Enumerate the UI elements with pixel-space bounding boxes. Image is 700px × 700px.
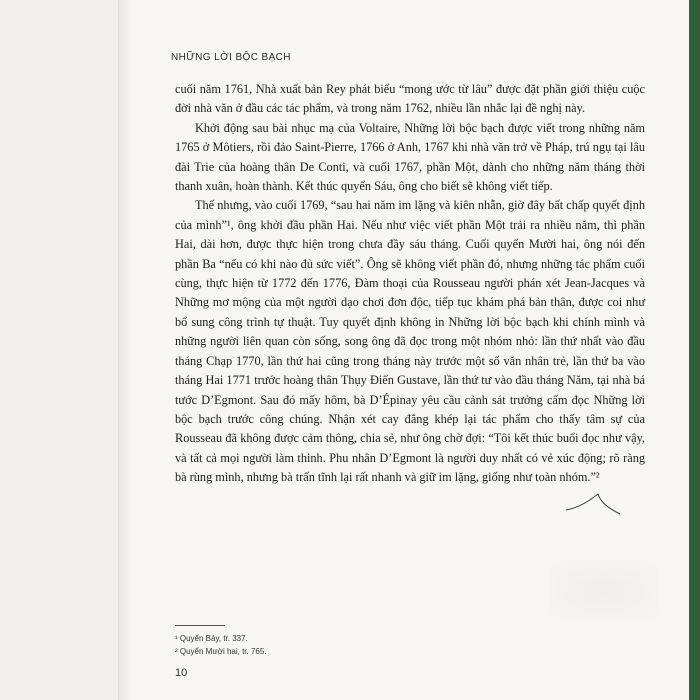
spine-shadow — [119, 0, 133, 700]
show-through — [549, 560, 659, 620]
page-number: 10 — [175, 667, 188, 679]
footnote-1: ¹ Quyển Bảy, tr. 337. — [175, 634, 248, 643]
paragraph-2: Khởi động sau bài nhục mạ của Voltaire, Những lời bộc bạch được viết trong những năm 1765 ở Môtiers, rồi đảo Saint-Pierre, 1766 ở Anh, 1767 khi nhà văn trở về Pháp, trú ngụ tại lâu đài Trie của hoàng thân De Conti, và cuối 1767, phần Một, dành cho những năm tháng thời thanh xuân, hoàn thành. Kết thúc quyển Sáu, ông cho biết sẽ không viết tiếp. — [175, 120, 645, 194]
footnote-divider — [175, 625, 225, 626]
pen-mark-icon — [564, 488, 624, 518]
footnote-2: ² Quyển Mười hai, tr. 765. — [175, 647, 267, 656]
book-page — [118, 0, 700, 700]
cover-edge — [689, 0, 700, 700]
paragraph-3: Thế nhưng, vào cuối 1769, “sau hai năm im lặng và kiên nhẫn, giờ đây bất chấp quyết định của mình”¹, ông khởi đầu phần Hai. Nếu như việc viết phần Một trải ra nhiều năm, thì phần Hai, dài hơn, được thực hiện trong chưa đầy sáu tháng. Cuối quyển Mười hai, ông nói đến phần Ba “nếu có khi nào đủ sức viết”. Ông sẽ không viết phần đó, nhưng những tác phẩm cuối cùng, thực hiện từ 1772 đến 1776, Đàm thoại của Rousseau người phán xét Jean-Jacques và Những mơ mộng của một người dạo chơi đơn độc, tiếp tục khám phá bản thân, được coi như bổ sung công trình tự thuật. Tuy quyết định không in Những lời bộc bạch khi chính mình và những người liên quan còn sống, song ông đã đọc trong một nhóm nhỏ: lần thứ nhất vào đầu tháng Chạp 1770, lần thứ hai cũng trong tháng này trước một số văn nhân trẻ, lần thứ ba vào tháng Hai 1771 trước hoàng thân Thụy Điển Gustave, lần thứ tư vào đầu tháng Năm, tại nhà bá tước D’Egmont. Sau đó mấy hôm, bà D’Épinay yêu cầu cảnh sát trưởng cấm đọc Những lời bộc bạch trước công chúng. Nhận xét cay đắng khép lại tác phẩm cho thấy tâm sự của Rousseau đã không được cảm thông, chia sẻ, như ông chờ đợi: “Tôi kết thúc buổi đọc như vậy, và tất cả mọi người làm thinh. Phu nhân D’Egmont là người duy nhất có vẻ xúc động; rõ ràng bà rùng mình, nhưng bà trấn tĩnh lại rất nhanh và giữ im lặng, giống như toàn nhóm.”² — [175, 198, 645, 485]
paragraph-1: cuối năm 1761, Nhà xuất bản Rey phát biểu “mong ước từ lâu” được đặt phần giới thiệu cuộc đời nhà văn ở đầu các tác phẩm, và trong năm 1762, nhiều lần nhắc lại đề nghị này. — [175, 82, 645, 116]
running-head: NHỮNG LỜI BỘC BẠCH — [171, 52, 291, 63]
footnotes — [175, 632, 267, 658]
body-text — [175, 80, 645, 488]
